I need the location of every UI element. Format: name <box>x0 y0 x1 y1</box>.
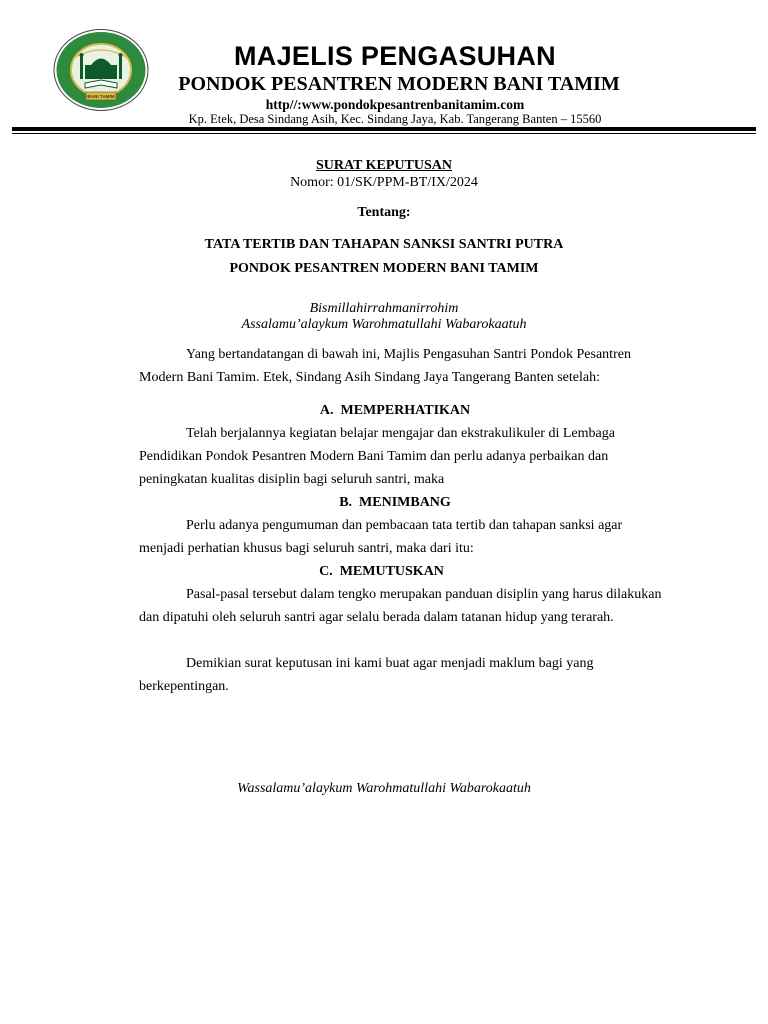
section-a-heading <box>139 403 651 419</box>
letterhead-title: MAJELIS PENGASUHAN <box>234 41 556 71</box>
letterhead-address: Kp. Etek, Desa Sindang Asih, Kec. Sindang Jaya, Kab. Tangerang Banten – 15560 <box>188 112 602 126</box>
section-c-heading <box>139 564 624 580</box>
section-b-letter: B. <box>339 495 353 510</box>
section-a-letter: A. <box>319 403 334 418</box>
letterhead-subtitle: PONDOK PESANTREN MODERN BANI TAMIM <box>178 73 620 95</box>
section-a-title: MEMPERHATIKAN <box>340 403 471 418</box>
pesantren-logo <box>52 28 150 112</box>
salam-closing: Wassalamu’alaykum Warohmatullahi Wabarokaatuh <box>237 781 531 796</box>
section-b-heading <box>139 495 651 511</box>
salam-opening: Assalamu’alaykum Warohmatullahi Wabarokaatuh <box>241 317 527 332</box>
decree-about-label: Tentang: <box>357 205 411 220</box>
decree-heading: SURAT KEPUTUSAN <box>315 158 452 173</box>
letterhead-website: http//:www.pondokpesantrenbanitamim.com <box>265 97 525 112</box>
section-c-title: MEMUTUSKAN <box>339 564 444 579</box>
section-b-title: MENIMBANG <box>359 495 451 510</box>
logo-ribbon-text: BANI TAMIM <box>87 94 115 100</box>
opening-paragraph: Yang bertandatangan di bawah ini, Majlis Pengasuhan Santri Pondok Pesantren Modern Bani Tamim. Etek, Sindang Asih Sindang Jaya Tangerang Banten setelah: <box>139 347 631 385</box>
basmalah: Bismillahirrahmanirrohim <box>309 301 459 316</box>
section-b-text: Perlu adanya pengumuman dan pembacaan tata tertib dan tahapan sanksi agar menjadi perhatian khusus bagi seluruh santri, maka dari itu: <box>139 518 623 556</box>
section-c-text: Pasal-pasal tersebut dalam tengko merupakan panduan disiplin yang harus dilakukan dan dipatuhi oleh seluruh santri agar selalu berada dalam tatanan hidup yang terarah. <box>139 587 662 625</box>
section-a-text: Telah berjalannya kegiatan belajar mengajar dan ekstrakulikuler di Lembaga Pendidikan Pondok Pesantren Modern Bani Tamim dan perlu adanya perbaikan dan peningkatan kualitas disiplin bagi seluruh santri, maka <box>139 426 615 487</box>
decree-subject-line2: PONDOK PESANTREN MODERN BANI TAMIM <box>229 261 539 276</box>
section-c-letter: C. <box>319 564 333 579</box>
decree-subject-line1: TATA TERTIB DAN TAHAPAN SANKSI SANTRI PUTRA <box>204 237 564 252</box>
letterhead-rule <box>12 127 756 131</box>
letterhead-rule-thin <box>12 133 756 134</box>
decree-number: Nomor: 01/SK/PPM-BT/IX/2024 <box>290 175 478 190</box>
closing-paragraph: Demikian surat keputusan ini kami buat agar menjadi maklum bagi yang berkepentingan. <box>139 656 594 694</box>
